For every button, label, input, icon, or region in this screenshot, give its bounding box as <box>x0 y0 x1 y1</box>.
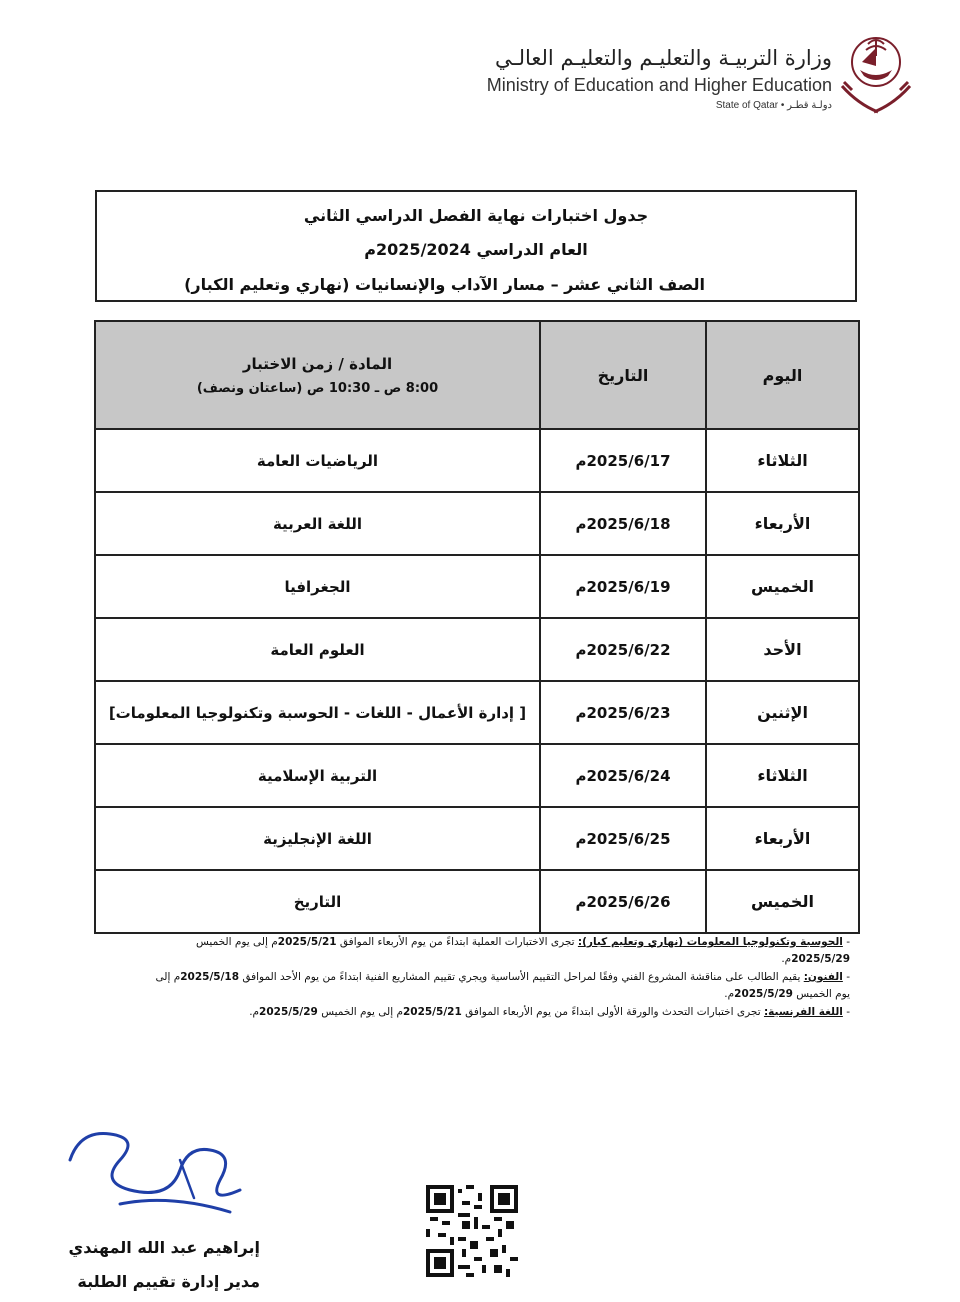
row-subject: الجغرافيا <box>95 555 540 618</box>
row-subject: التاريخ <box>95 870 540 933</box>
row-date: 2025/6/25م <box>540 807 706 870</box>
signatory-name: إبراهيم عبد الله المهندي <box>68 1238 260 1257</box>
table-row <box>95 870 859 933</box>
row-day: الثلاثاء <box>706 744 859 807</box>
note-date: 2025/5/21 <box>402 1006 462 1018</box>
row-date: 2025/6/26م <box>540 870 706 933</box>
table-row <box>95 618 859 681</box>
row-subject: التربية الإسلامية <box>95 744 540 807</box>
row-subject: اللغة العربية <box>95 492 540 555</box>
header-subject <box>95 321 540 429</box>
note-text: م. <box>249 1006 260 1018</box>
note-text: م. <box>781 953 792 965</box>
note-date: 2025/5/29 <box>734 988 793 1000</box>
notes-section <box>150 934 850 1022</box>
grade-track: الصف الثاني عشر – مسار الآداب والإنسانيات (نهاري وتعليم الكبار) <box>184 275 705 294</box>
row-day: الثلاثاء <box>706 429 859 492</box>
signatory-title: مدير إدارة تقييم الطلبة <box>77 1272 260 1291</box>
row-date: 2025/6/19م <box>540 555 706 618</box>
row-date: 2025/6/17م <box>540 429 706 492</box>
ministry-name-english: Ministry of Education and Higher Education <box>486 75 832 95</box>
note-text: م إلى يوم الخميس <box>196 936 278 948</box>
row-subject: العلوم العامة <box>95 618 540 681</box>
row-date: 2025/6/22م <box>540 618 706 681</box>
table-header-row <box>95 321 859 429</box>
header-date: التاريخ <box>540 321 706 429</box>
row-day: الأربعاء <box>706 807 859 870</box>
row-subject: اللغة الإنجليزية <box>95 807 540 870</box>
table-row <box>95 492 859 555</box>
note-date: 2025/5/29 <box>791 953 850 965</box>
row-date: 2025/6/23م <box>540 681 706 744</box>
note-french: - اللغة الفرنسية: تجرى اختبارات التحدث والورقة الأولى ابتداءً من يوم الأربعاء الموافق 2025/5/21م إلى يوم الخميس 2025/5/29م. <box>249 1006 850 1018</box>
table-row <box>95 429 859 492</box>
header-day: اليوم <box>706 321 859 429</box>
note-computing: - الحوسبة وتكنولوجيا المعلومات (نهاري وتعليم كبار): تجرى الاختبارات العملية ابتداءً من يوم الأربعاء الموافق 2025/5/21م إلى يوم الخميس 2025/5/29م. <box>196 936 850 965</box>
row-day: الخميس <box>706 555 859 618</box>
academic-year: العام الدراسي 2025/2024م <box>364 240 588 259</box>
note-text: تجرى الاختبارات العملية ابتداءً من يوم الأربعاء الموافق <box>336 936 578 948</box>
note-date: 2025/5/29 <box>259 1006 318 1018</box>
note-title: الفنون: <box>803 971 843 983</box>
header-exam-time: 8:00 ص ـ 10:30 ص (ساعتان ونصف) <box>196 380 439 396</box>
header-subject-title: المادة / زمن الاختبار <box>242 354 393 373</box>
document-title: جدول اختبارات نهاية الفصل الدراسي الثاني <box>303 206 649 225</box>
row-subject: [ إدارة الأعمال - اللغات - الحوسبة وتكنولوجيا المعلومات] <box>95 681 540 744</box>
note-text: م إلى يوم الخميس <box>317 1006 403 1018</box>
note-title: اللغة الفرنسية: <box>763 1006 843 1018</box>
title-box <box>95 190 857 302</box>
row-date: 2025/6/24م <box>540 744 706 807</box>
row-day: الأربعاء <box>706 492 859 555</box>
note-text: تجرى اختبارات التحدث والورقة الأولى ابتداءً من يوم الأربعاء الموافق <box>461 1006 764 1018</box>
handwritten-signature <box>60 1120 260 1230</box>
row-day: الإثنين <box>706 681 859 744</box>
row-day: الأحد <box>706 618 859 681</box>
row-subject: الرياضيات العامة <box>95 429 540 492</box>
exam-schedule-table <box>94 320 860 934</box>
note-date: 2025/5/18 <box>180 971 240 983</box>
row-day: الخميس <box>706 870 859 933</box>
note-title: الحوسبة وتكنولوجيا المعلومات (نهاري وتعليم كبار): <box>577 936 843 948</box>
note-text: يقيم الطالب على مناقشة المشروع الفني وفقًا لمراحل التقييم الأساسية ويجري تقييم المشاريع الفنية ابتداءً من يوم الأحد الموافق <box>239 971 804 983</box>
table-row <box>95 681 859 744</box>
qr-code-icon <box>426 1185 518 1277</box>
table-row <box>95 744 859 807</box>
table-row <box>95 555 859 618</box>
table-row <box>95 807 859 870</box>
ministry-name-arabic: وزارة التربيـة والتعليـم والتعليـم العالـي <box>494 46 832 70</box>
note-text: م. <box>724 988 735 1000</box>
note-arts: - الفنون: يقيم الطالب على مناقشة المشروع الفني وفقًا لمراحل التقييم الأساسية ويجري تقييم المشاريع الفنية ابتداءً من يوم الأحد الموافق 2025/5/18م إلى يوم الخميس 2025/5/29م. <box>155 971 850 1000</box>
qatar-emblem-icon <box>838 26 914 118</box>
note-text: م إلى يوم الخميس <box>155 971 850 1000</box>
state-of-qatar-label: State of Qatar • دولـة قطـر <box>715 100 832 111</box>
row-date: 2025/6/18م <box>540 492 706 555</box>
note-date: 2025/5/21 <box>277 936 337 948</box>
